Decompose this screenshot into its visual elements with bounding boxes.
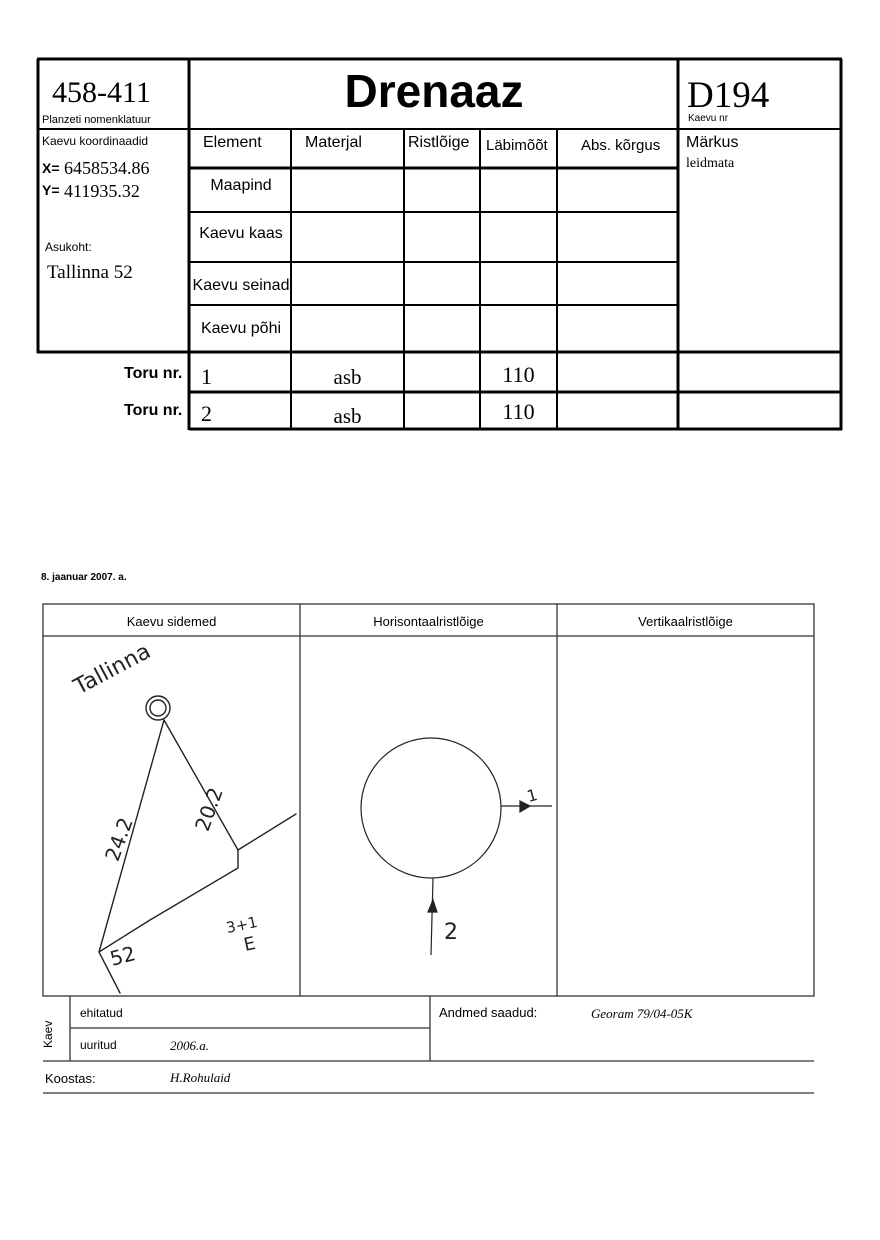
col-header-element: Element: [203, 134, 262, 151]
hand-note-4: 3+1: [224, 912, 260, 938]
page-title: Drenaaz: [344, 65, 524, 117]
document-date: 8. jaanuar 2007. a.: [41, 572, 127, 583]
sketch-header-vertikaal: Vertikaalristlõige: [638, 614, 733, 629]
pipe-2-labimoot: 110: [502, 399, 535, 424]
col-header-abs-korgus: Abs. kõrgus: [581, 137, 661, 154]
kaev-label: Kaev: [41, 1020, 55, 1048]
col-header-labimoot: Läbimõõt: [486, 137, 548, 154]
hand-distance-1: 24.2: [100, 814, 138, 865]
planzeti-label: Planzeti nomenklatuur: [42, 114, 151, 126]
hand-distance-3: 52: [107, 941, 139, 971]
pipe-2-label: Toru nr.: [124, 402, 183, 419]
col-header-ristloige: Ristlõige: [408, 134, 470, 151]
col-header-materjal: Materjal: [305, 134, 362, 151]
pipe-2-nr: 2: [201, 401, 212, 426]
uuritud-value: 2006.a.: [170, 1038, 209, 1053]
element-kaevu-pohi: Kaevu põhi: [200, 320, 282, 337]
andmed-value: Georam 79/04-05K: [591, 1006, 693, 1021]
koostas-label: Koostas:: [45, 1071, 96, 1086]
asukoht-label: Asukoht:: [45, 240, 92, 254]
hand-note-5: E: [241, 933, 258, 956]
x-label: X=: [42, 160, 60, 176]
element-kaevu-kaas: Kaevu kaas: [199, 225, 283, 242]
hand-tallinna: Tallinna: [70, 639, 156, 701]
planzeti-value: 458-411: [52, 76, 151, 109]
y-value: 411935.32: [64, 181, 140, 201]
element-maapind: Maapind: [210, 177, 272, 194]
x-value: 6458534.86: [64, 158, 150, 178]
coords-label: Kaevu koordinaadid: [42, 134, 149, 148]
kaevu-nr-value: D194: [687, 75, 770, 116]
asukoht-value: Tallinna 52: [47, 262, 133, 283]
hand-pipe-2: 2: [444, 920, 458, 945]
hand-pipe-1: 1: [524, 785, 540, 806]
pipe-1-materjal: asb: [333, 365, 362, 389]
sketch-header-sidemed: Kaevu sidemed: [126, 614, 217, 629]
sketch-header-horisontaal: Horisontaalristlõige: [373, 614, 484, 629]
pipe-2-materjal: asb: [333, 404, 362, 428]
andmed-label: Andmed saadud:: [439, 1005, 538, 1020]
kaevu-nr-label: Kaevu nr: [688, 113, 729, 124]
ehitatud-label: ehitatud: [80, 1006, 123, 1020]
pipe-1-labimoot: 110: [502, 362, 535, 387]
col-header-markus: Märkus: [686, 134, 739, 151]
hand-distance-2: 20.2: [190, 784, 228, 835]
uuritud-label: uuritud: [80, 1038, 117, 1052]
pipe-1-label: Toru nr.: [124, 365, 183, 382]
remark-value: leidmata: [686, 156, 735, 171]
element-kaevu-seinad: Kaevu seinad: [192, 277, 290, 294]
pipe-1-nr: 1: [201, 364, 212, 389]
y-label: Y=: [42, 182, 60, 198]
koostas-value: H.Rohulaid: [170, 1070, 231, 1085]
